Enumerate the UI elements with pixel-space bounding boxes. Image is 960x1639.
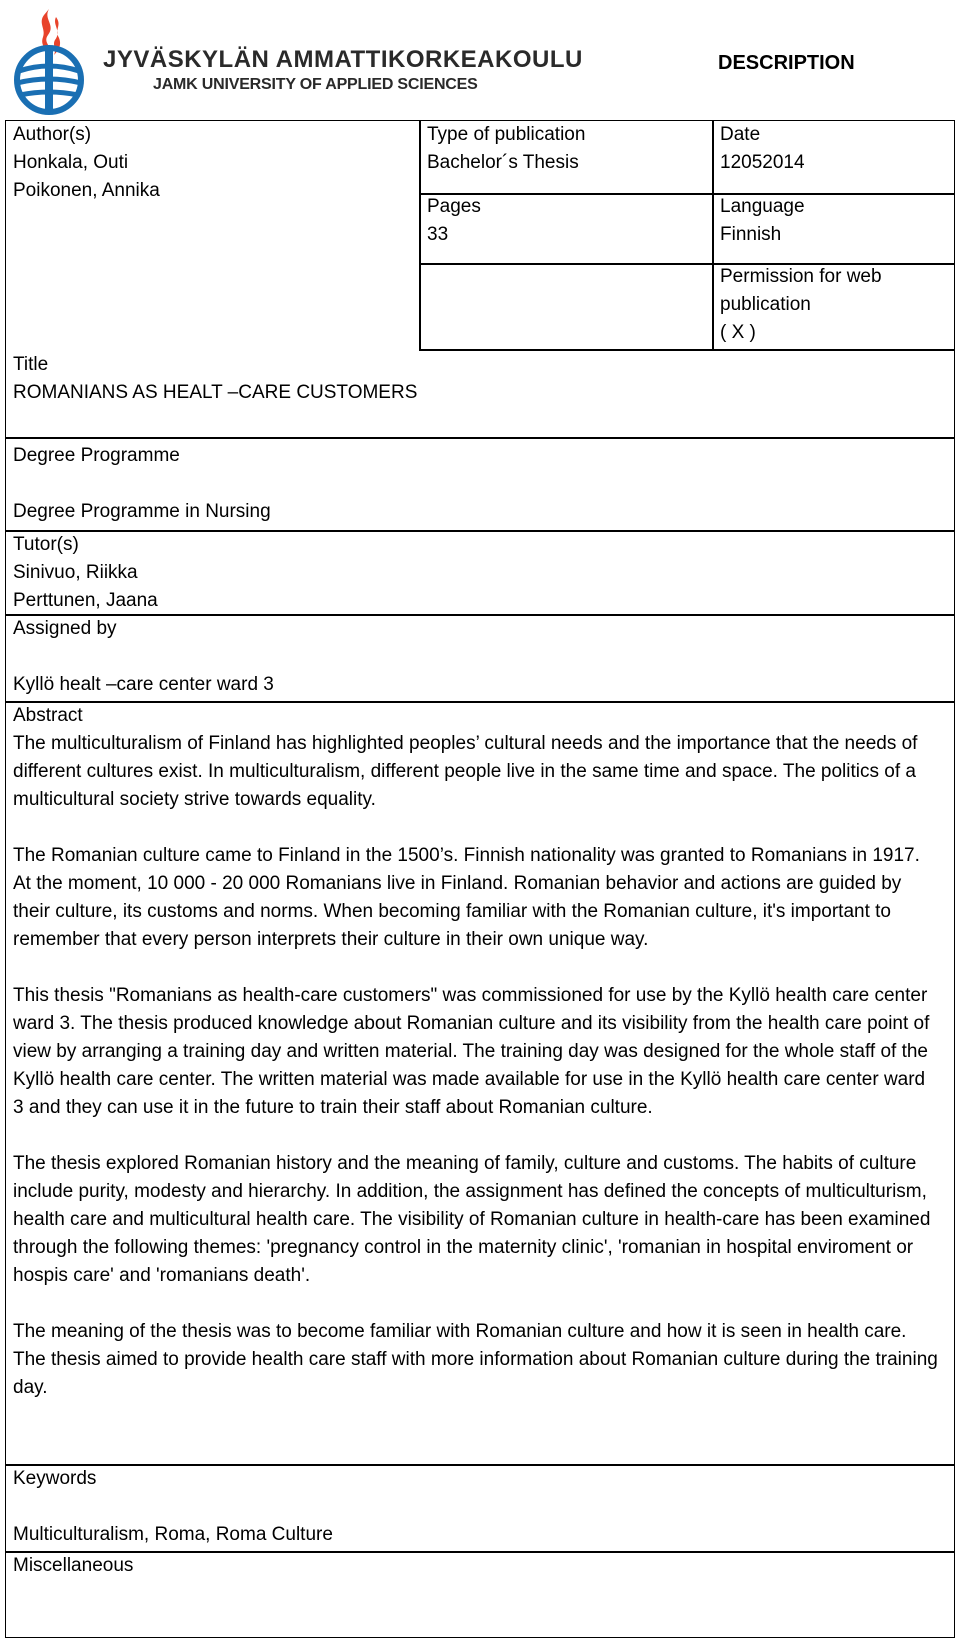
publication-type-label: Type of publication	[427, 124, 586, 145]
permission-label: publication	[720, 294, 811, 315]
assigned-by-cell	[6, 615, 954, 701]
abstract-label: Abstract	[13, 705, 83, 726]
assigned-by-value: Kyllö healt –care center ward 3	[13, 674, 274, 695]
publication-type-value: Bachelor´s Thesis	[427, 152, 579, 173]
date-label: Date	[720, 124, 761, 145]
keywords-value: Multiculturalism, Roma, Roma Culture	[13, 1524, 333, 1545]
description-form	[5, 120, 955, 1638]
tutor-name: Sinivuo, Riikka	[13, 562, 138, 583]
tutor-name: Perttunen, Jaana	[13, 590, 158, 611]
title-cell	[6, 351, 954, 437]
publication-type-cell	[420, 121, 712, 193]
miscellaneous-cell	[6, 1552, 954, 1637]
abstract-cell	[6, 702, 954, 1464]
pages-cell	[420, 193, 712, 263]
language-value: Finnish	[720, 224, 782, 245]
author-name: Honkala, Outi	[13, 152, 129, 173]
abstract-paragraph: This thesis "Romanians as health-care customers" was commissioned for use by the Kyllö health care center ward 3. The thesis produced knowledge about Romanian culture and its visibility from the health care point of view by arranging a training day and written material. The training day was designed for the whole staff of the Kyllö health care center. The written material was made available for use in the Kyllö health care center ward 3 and they can use it in the future to train their staff about Romanian culture.	[13, 985, 930, 1118]
language-label: Language	[720, 196, 805, 217]
institution-name-english: JAMK UNIVERSITY OF APPLIED SCIENCES	[153, 76, 478, 93]
abstract-paragraph: The meaning of the thesis was to become familiar with Romanian culture and how it is seen in health care. The thesis aimed to provide health care staff with more information about Romanian culture during the training day.	[13, 1321, 938, 1398]
keywords-label: Keywords	[13, 1468, 97, 1489]
language-cell	[713, 193, 954, 263]
assigned-by-label: Assigned by	[13, 618, 117, 639]
pages-value: 33	[427, 224, 449, 245]
author-name: Poikonen, Annika	[13, 180, 160, 201]
degree-programme-value: Degree Programme in Nursing	[13, 501, 271, 522]
thesis-title: ROMANIANS AS HEALT –CARE CUSTOMERS	[13, 382, 418, 403]
tutors-label: Tutor(s)	[13, 534, 79, 555]
abstract-paragraph: The multiculturalism of Finland has highlighted peoples’ cultural needs and the importance that the needs of different cultures exist. In multiculturalism, different people live in the same time and space. The politics of a multicultural society strive towards equality.	[13, 733, 918, 810]
institution-name: JYVÄSKYLÄN AMMATTIKORKEAKOULU	[103, 46, 583, 73]
keywords-cell	[6, 1465, 954, 1551]
degree-programme-cell	[6, 439, 954, 530]
abstract-paragraph: The thesis explored Romanian history and the meaning of family, culture and customs. The habits of culture include purity, modesty and hierarchy. In addition, the assignment has defined the concepts of multiculturism, health care and multicultural health care. The visibility of Romanian culture in health-care has been examined through the following themes: 'pregnancy control in the maternity clinic', 'romanian in hospital enviroment or hospis care' and 'romanians death'.	[13, 1153, 931, 1286]
permission-cell	[713, 263, 954, 349]
jamk-flame-globe-logo-icon	[10, 5, 88, 115]
abstract-paragraph: The Romanian culture came to Finland in the 1500’s. Finnish nationality was granted to Romanians in 1917. At the moment, 10 000 - 20 000 Romanians live in Finland. Romanian behavior and actions are guided by their culture, its customs and norms. When becoming familiar with the Romanian culture, it's important to remember that every person interprets their culture in their own unique way.	[13, 845, 920, 950]
miscellaneous-label: Miscellaneous	[13, 1555, 134, 1576]
tutors-cell	[6, 531, 954, 614]
degree-programme-label: Degree Programme	[13, 445, 180, 466]
title-label: Title	[13, 354, 49, 375]
authors-label: Author(s)	[13, 124, 92, 145]
document-type-heading: DESCRIPTION	[718, 52, 855, 74]
permission-checkbox: ( X )	[720, 322, 756, 343]
permission-label: Permission for web	[720, 266, 882, 287]
date-value: 12052014	[720, 152, 805, 173]
date-cell	[713, 121, 954, 193]
pages-label: Pages	[427, 196, 481, 217]
document-header	[0, 0, 960, 120]
